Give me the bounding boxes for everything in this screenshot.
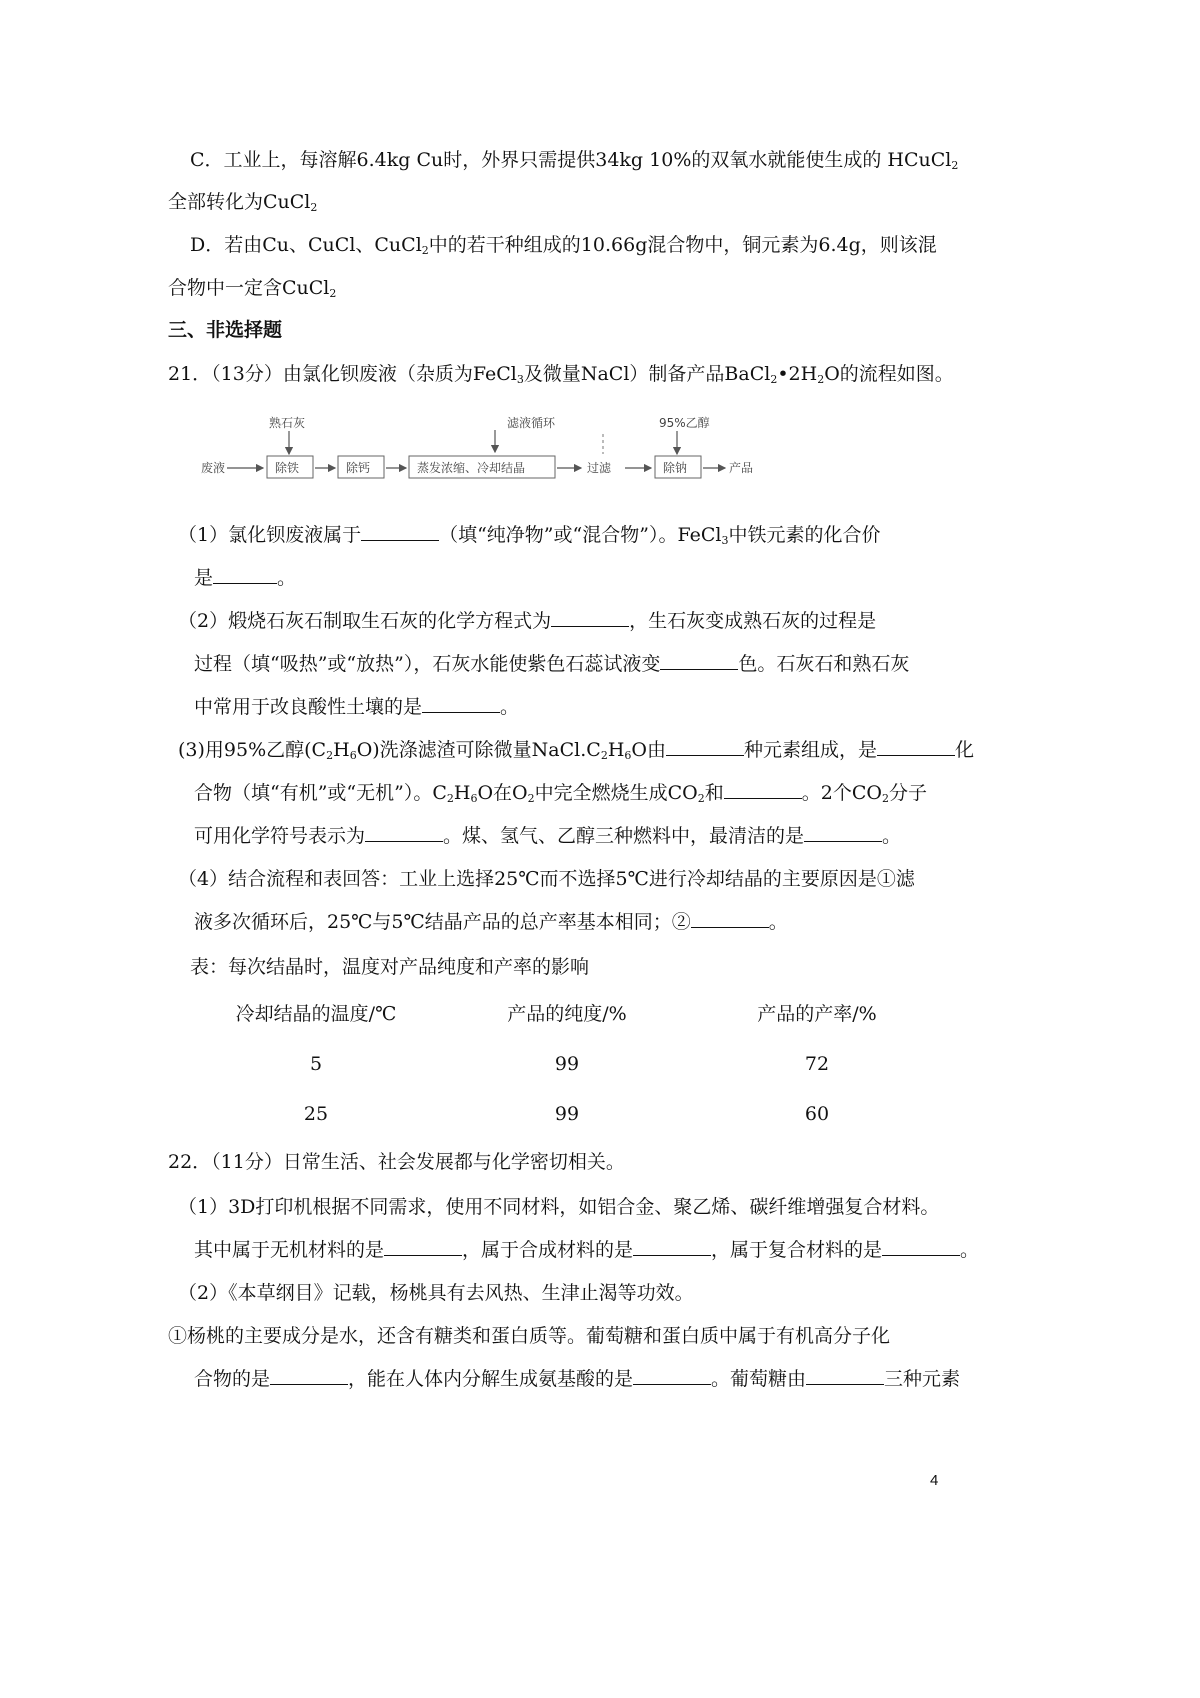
q21-part2-line1: （2）煅烧石灰石制取生石灰的化学方程式为 ，生石灰变成熟石灰的过程是 bbox=[178, 610, 877, 632]
q21-part4-line2: 液多次循环后，25℃与5℃结晶产品的总产率基本相同；② 。 bbox=[194, 911, 788, 933]
flow-recycle: 滤液循环 bbox=[507, 416, 556, 430]
q22-part1-line1: （1）3D打印机根据不同需求，使用不同材料，如铝合金、聚乙烯、碳纤维增强复合材料。 bbox=[178, 1196, 940, 1218]
table-cell: 5 bbox=[309, 1053, 323, 1075]
option-c-line2: 全部转化为CuCl$_2$ bbox=[168, 191, 318, 214]
flow-step-calcium: 除钙 bbox=[346, 461, 371, 475]
table-header: 产品的纯度/% bbox=[507, 1003, 627, 1025]
q21-part2-line2: 过程（填“吸热”或“放热”），石灰水能使紫色石蕊试液变 色。石灰石和熟石灰 bbox=[194, 653, 910, 675]
table-cell: 99 bbox=[554, 1103, 580, 1125]
table-caption: 表：每次结晶时，温度对产品纯度和产率的影响 bbox=[190, 956, 590, 978]
option-d-line1: D．若由Cu、CuCl、CuCl$_2$中的若干种组成的10.66g混合物中，铜元素为6.4g，则该混 bbox=[190, 234, 937, 257]
option-d-line2: 合物中一定含CuCl$_2$ bbox=[168, 277, 337, 300]
q21-part4-line1: （4）结合流程和表回答：工业上选择25℃而不选择5℃进行冷却结晶的主要原因是①滤 bbox=[178, 868, 915, 890]
question-22-stem: 22．（11分）日常生活、社会发展都与化学密切相关。 bbox=[168, 1151, 625, 1173]
flow-start: 废液 bbox=[201, 461, 226, 475]
section-heading: 三、非选择题 bbox=[168, 319, 283, 341]
flow-reagent-lime: 熟石灰 bbox=[269, 416, 306, 430]
q22-part2-sub1-line2: 合物的是 ，能在人体内分解生成氨基酸的是 。葡萄糖由 三种元素 bbox=[194, 1368, 961, 1390]
flow-step-filter: 过滤 bbox=[587, 461, 612, 475]
q22-part2-line1: （2）《本草纲目》记载，杨桃具有去风热、生津止渴等功效。 bbox=[178, 1282, 694, 1304]
table-cell: 99 bbox=[554, 1053, 580, 1075]
q22-part2-sub1-line1: ①杨桃的主要成分是水，还含有糖类和蛋白质等。葡萄糖和蛋白质中属于有机高分子化 bbox=[168, 1325, 891, 1347]
q22-part1-line2: 其中属于无机材料的是 ，属于合成材料的是 ，属于复合材料的是 。 bbox=[194, 1239, 980, 1261]
q21-part1-line2: 是 。 bbox=[194, 567, 297, 589]
q21-part2-line3: 中常用于改良酸性土壤的是 。 bbox=[194, 696, 520, 718]
option-c-line1: C．工业上，每溶解6.4kg Cu时，外界只需提供34kg 10%的双氧水就能使生成的 HCuCl$_2$ bbox=[190, 149, 959, 172]
q21-part1-line1: （1）氯化钡废液属于 （填“纯净物”或“混合物”）。FeCl$_3$中铁元素的化合价 bbox=[178, 524, 881, 547]
table-header: 冷却结晶的温度/℃ bbox=[235, 1003, 397, 1025]
table-cell: 25 bbox=[303, 1103, 329, 1125]
process-flow-diagram bbox=[195, 412, 795, 492]
flow-end: 产品 bbox=[729, 461, 754, 475]
q21-part3-line2: 合物（填“有机”或“无机”）。$C_2H_6O$在$O_2$中完全燃烧生成$CO_2$和 。2个$CO_2$分子 bbox=[194, 782, 927, 805]
flow-step-sodium: 除钠 bbox=[663, 461, 688, 475]
table-header: 产品的产率/% bbox=[757, 1003, 877, 1025]
table-cell: 60 bbox=[804, 1103, 830, 1125]
flow-reagent-ethanol: 95%乙醇 bbox=[659, 416, 710, 430]
question-21-stem: 21．（13分）由氯化钡废液（杂质为FeCl$_3$及微量NaCl）制备产品$BaCl_2•2H_2O$的流程如图。 bbox=[168, 363, 954, 386]
flow-step-iron: 除铁 bbox=[275, 461, 300, 475]
page-number: 4 bbox=[930, 1472, 939, 1489]
flow-step-crystallize: 蒸发浓缩、冷却结晶 bbox=[417, 461, 526, 475]
q21-part3-line3: 可用化学符号表示为 。煤、氢气、乙醇三种燃料中，最清洁的是 。 bbox=[194, 825, 902, 847]
table-cell: 72 bbox=[804, 1053, 830, 1075]
q21-part3-line1: (3)用95%乙醇$(C_2H_6O)$洗涤滤渣可除微量$NaCl.C_2H_6O$由 种元素组成，是 化 bbox=[178, 739, 975, 762]
